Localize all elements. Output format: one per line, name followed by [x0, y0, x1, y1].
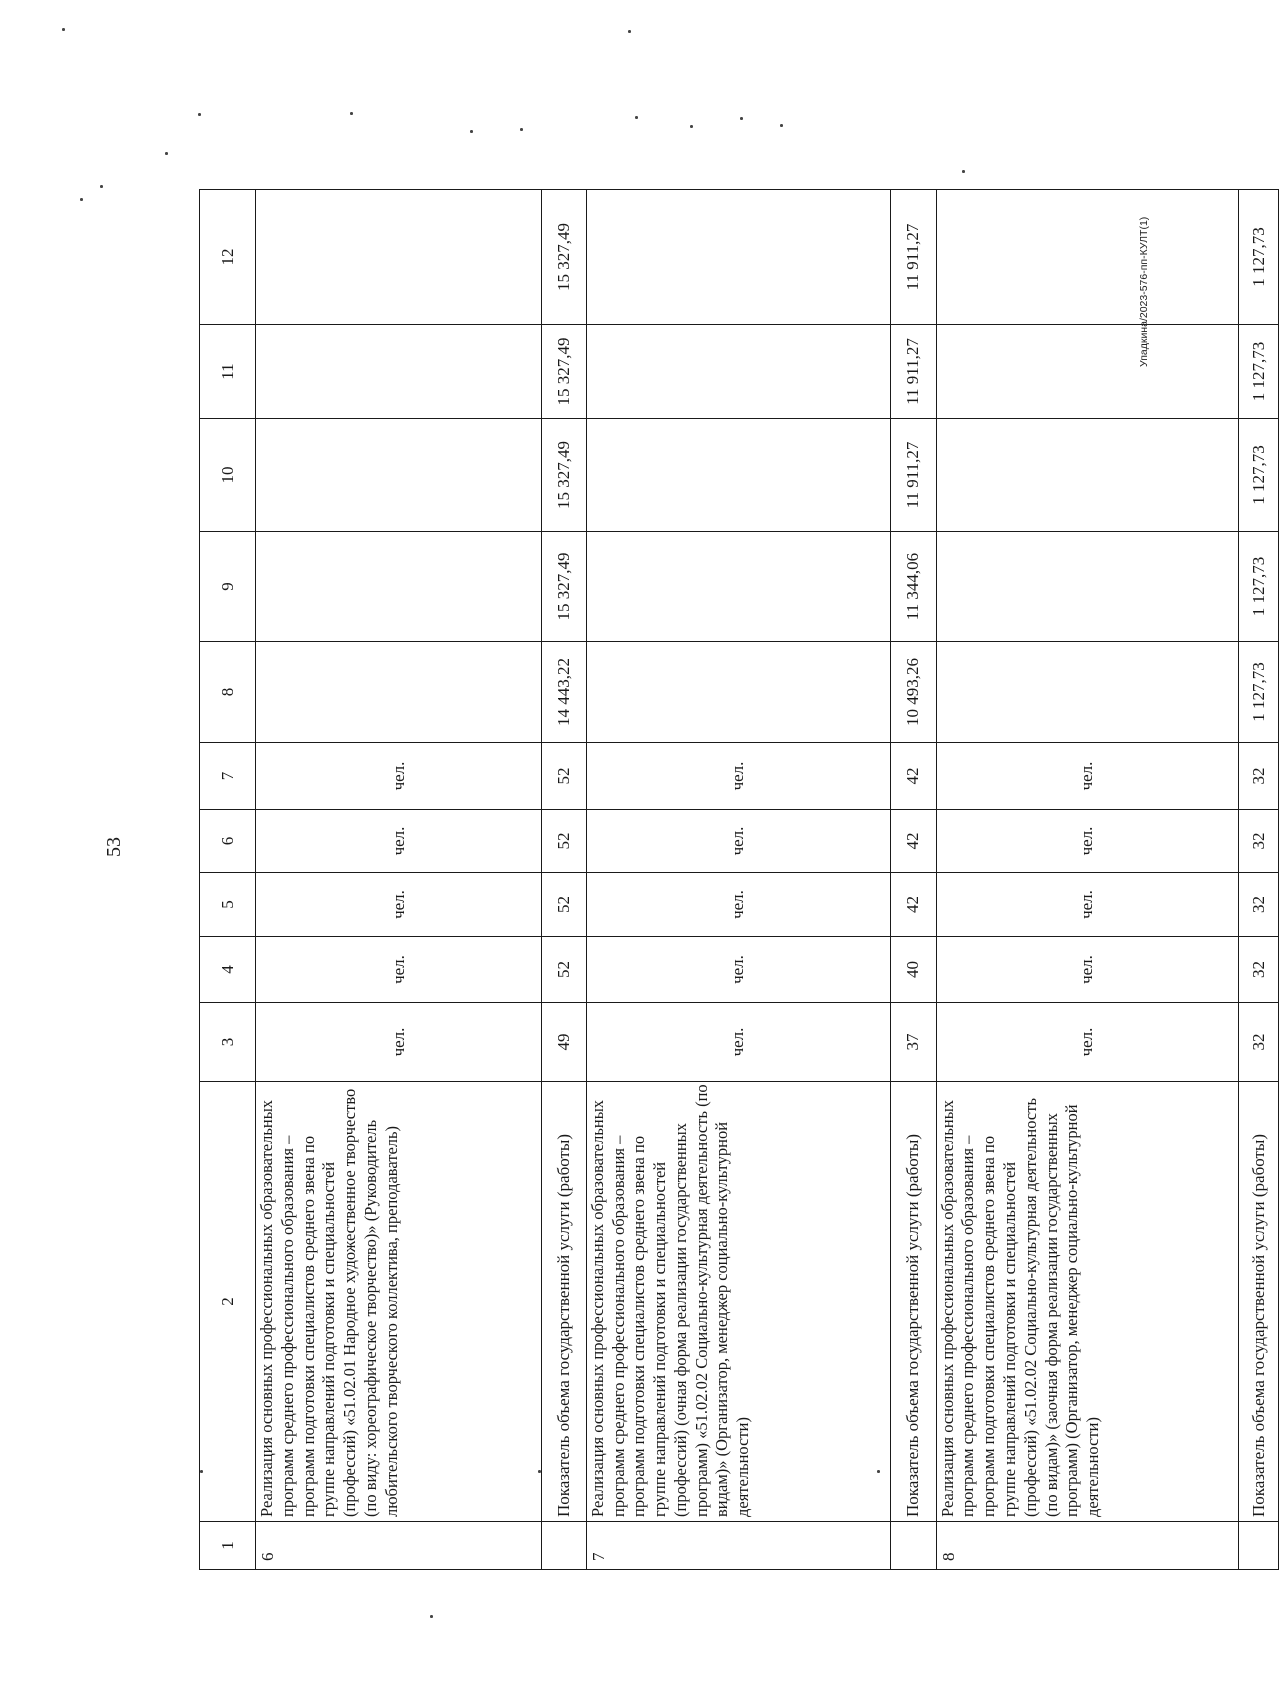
row-index: [890, 1522, 936, 1570]
table-body: [200, 190, 1279, 1570]
scan-speck: [80, 198, 83, 201]
indicator-label: Показатель объема государственной услуги (работы): [890, 1082, 936, 1522]
value-cell: 10 493,26: [890, 642, 936, 743]
value-cell: [256, 532, 542, 642]
value-cell: 1 127,73: [1239, 190, 1279, 325]
scan-speck: [100, 185, 103, 188]
value-cell: 1 127,73: [1239, 419, 1279, 532]
value-cell: 32: [1239, 743, 1279, 810]
header-cell: 12: [200, 190, 256, 325]
indicator-label: Показатель объема государственной услуги (работы): [1239, 1082, 1279, 1522]
value-cell: 49: [542, 1003, 586, 1082]
value-cell: чел.: [936, 937, 1239, 1003]
value-cell: [586, 419, 890, 532]
value-cell: 37: [890, 1003, 936, 1082]
header-cell: 9: [200, 532, 256, 642]
value-cell: 15 327,49: [542, 419, 586, 532]
value-cell: чел.: [936, 743, 1239, 810]
scan-speck: [200, 1470, 203, 1473]
value-cell: чел.: [256, 873, 542, 937]
value-cell: [936, 532, 1239, 642]
value-cell: чел.: [256, 1003, 542, 1082]
value-cell: 1 127,73: [1239, 642, 1279, 743]
scan-speck: [877, 1470, 880, 1473]
value-cell: 15 327,49: [542, 532, 586, 642]
value-cell: 11 911,27: [890, 190, 936, 325]
value-cell: [586, 190, 890, 325]
value-cell: чел.: [586, 743, 890, 810]
scan-speck: [198, 113, 201, 116]
scan-speck: [520, 128, 523, 131]
value-cell: 1 127,73: [1239, 325, 1279, 419]
value-cell: 32: [1239, 937, 1279, 1003]
value-cell: [936, 190, 1239, 325]
value-cell: чел.: [586, 873, 890, 937]
value-cell: чел.: [256, 937, 542, 1003]
scan-speck: [538, 1470, 541, 1473]
value-cell: чел.: [256, 743, 542, 810]
header-cell: 2: [200, 1082, 256, 1522]
service-description: Реализация основных профессиональных образовательных программ среднего профессионального образования – программ подготовки специалистов среднего звена по группе направлений подготовки и специальностей (профессий) (очная форма реализации государственных программ) «51.02.02 Социально-культурная деятельность (по видам)» (Организатор, менеджер социально-культурной деятельности): [586, 1082, 890, 1522]
value-cell: чел.: [936, 1003, 1239, 1082]
value-cell: 40: [890, 937, 936, 1003]
scan-speck: [350, 112, 353, 115]
value-cell: чел.: [586, 937, 890, 1003]
header-cell: 3: [200, 1003, 256, 1082]
value-cell: чел.: [256, 810, 542, 873]
value-cell: [586, 642, 890, 743]
header-cell: 11: [200, 325, 256, 419]
header-cell: 5: [200, 873, 256, 937]
value-cell: [586, 532, 890, 642]
services-table: [199, 189, 1279, 1570]
service-row: [936, 190, 1239, 1570]
value-cell: 52: [542, 810, 586, 873]
row-index: 8: [936, 1522, 1239, 1570]
value-cell: 14 443,22: [542, 642, 586, 743]
value-cell: [256, 642, 542, 743]
scan-speck: [628, 30, 631, 33]
value-cell: 15 327,49: [542, 190, 586, 325]
page-number: 53: [103, 837, 125, 857]
value-cell: 1 127,73: [1239, 532, 1279, 642]
header-row: [200, 190, 256, 1570]
value-cell: чел.: [936, 810, 1239, 873]
scan-speck: [62, 28, 65, 31]
scan-speck: [962, 170, 965, 173]
value-cell: 52: [542, 743, 586, 810]
document-code: Упадкина/2023-576-пп-КУЛТ(1): [1138, 216, 1150, 367]
header-cell: 4: [200, 937, 256, 1003]
row-index: [1239, 1522, 1279, 1570]
scan-speck: [635, 116, 638, 119]
value-cell: 42: [890, 743, 936, 810]
value-cell: 32: [1239, 810, 1279, 873]
service-row: [586, 190, 890, 1570]
scan-speck: [165, 152, 168, 155]
value-cell: [586, 325, 890, 419]
value-cell: [936, 325, 1239, 419]
value-cell: 52: [542, 937, 586, 1003]
scan-speck: [690, 125, 693, 128]
header-cell: 7: [200, 743, 256, 810]
value-cell: [256, 419, 542, 532]
header-cell: 1: [200, 1522, 256, 1570]
summary-row: [1239, 190, 1279, 1570]
value-cell: 11 911,27: [890, 325, 936, 419]
summary-row: [542, 190, 586, 1570]
value-cell: 11 911,27: [890, 419, 936, 532]
header-cell: 10: [200, 419, 256, 532]
value-cell: чел.: [586, 1003, 890, 1082]
scan-speck: [430, 1615, 433, 1618]
value-cell: [936, 642, 1239, 743]
summary-row: [890, 190, 936, 1570]
value-cell: [936, 419, 1239, 532]
row-index: 7: [586, 1522, 890, 1570]
header-cell: 8: [200, 642, 256, 743]
row-index: [542, 1522, 586, 1570]
header-cell: 6: [200, 810, 256, 873]
value-cell: 11 344,06: [890, 532, 936, 642]
value-cell: 32: [1239, 1003, 1279, 1082]
rotated-table-container: [199, 190, 1279, 1570]
service-description: Реализация основных профессиональных образовательных программ среднего профессионального образования – программ подготовки специалистов среднего звена по группе направлений подготовки и специальностей (профессий) «51.02.02 Социально-культурная деятельность (по видам)» (заочная форма реализации государственных программ) (Организатор, менеджер социально-культурной деятельности): [936, 1082, 1239, 1522]
value-cell: 42: [890, 873, 936, 937]
scan-speck: [740, 117, 743, 120]
value-cell: [256, 325, 542, 419]
value-cell: чел.: [936, 873, 1239, 937]
service-row: [256, 190, 542, 1570]
value-cell: 15 327,49: [542, 325, 586, 419]
value-cell: 42: [890, 810, 936, 873]
value-cell: чел.: [586, 810, 890, 873]
scan-speck: [780, 124, 783, 127]
value-cell: 52: [542, 873, 586, 937]
indicator-label: Показатель объема государственной услуги (работы): [542, 1082, 586, 1522]
row-index: 6: [256, 1522, 542, 1570]
scan-speck: [470, 130, 473, 133]
value-cell: [256, 190, 542, 325]
service-description: Реализация основных профессиональных образовательных программ среднего профессионального образования – программ подготовки специалистов среднего звена по группе направлений подготовки и специальностей (профессий) «51.02.01 Народное художественное творчество (по виду: хореографическое творчество)» (Руководитель любительского творческого коллектива, преподаватель): [256, 1082, 542, 1522]
value-cell: 32: [1239, 873, 1279, 937]
